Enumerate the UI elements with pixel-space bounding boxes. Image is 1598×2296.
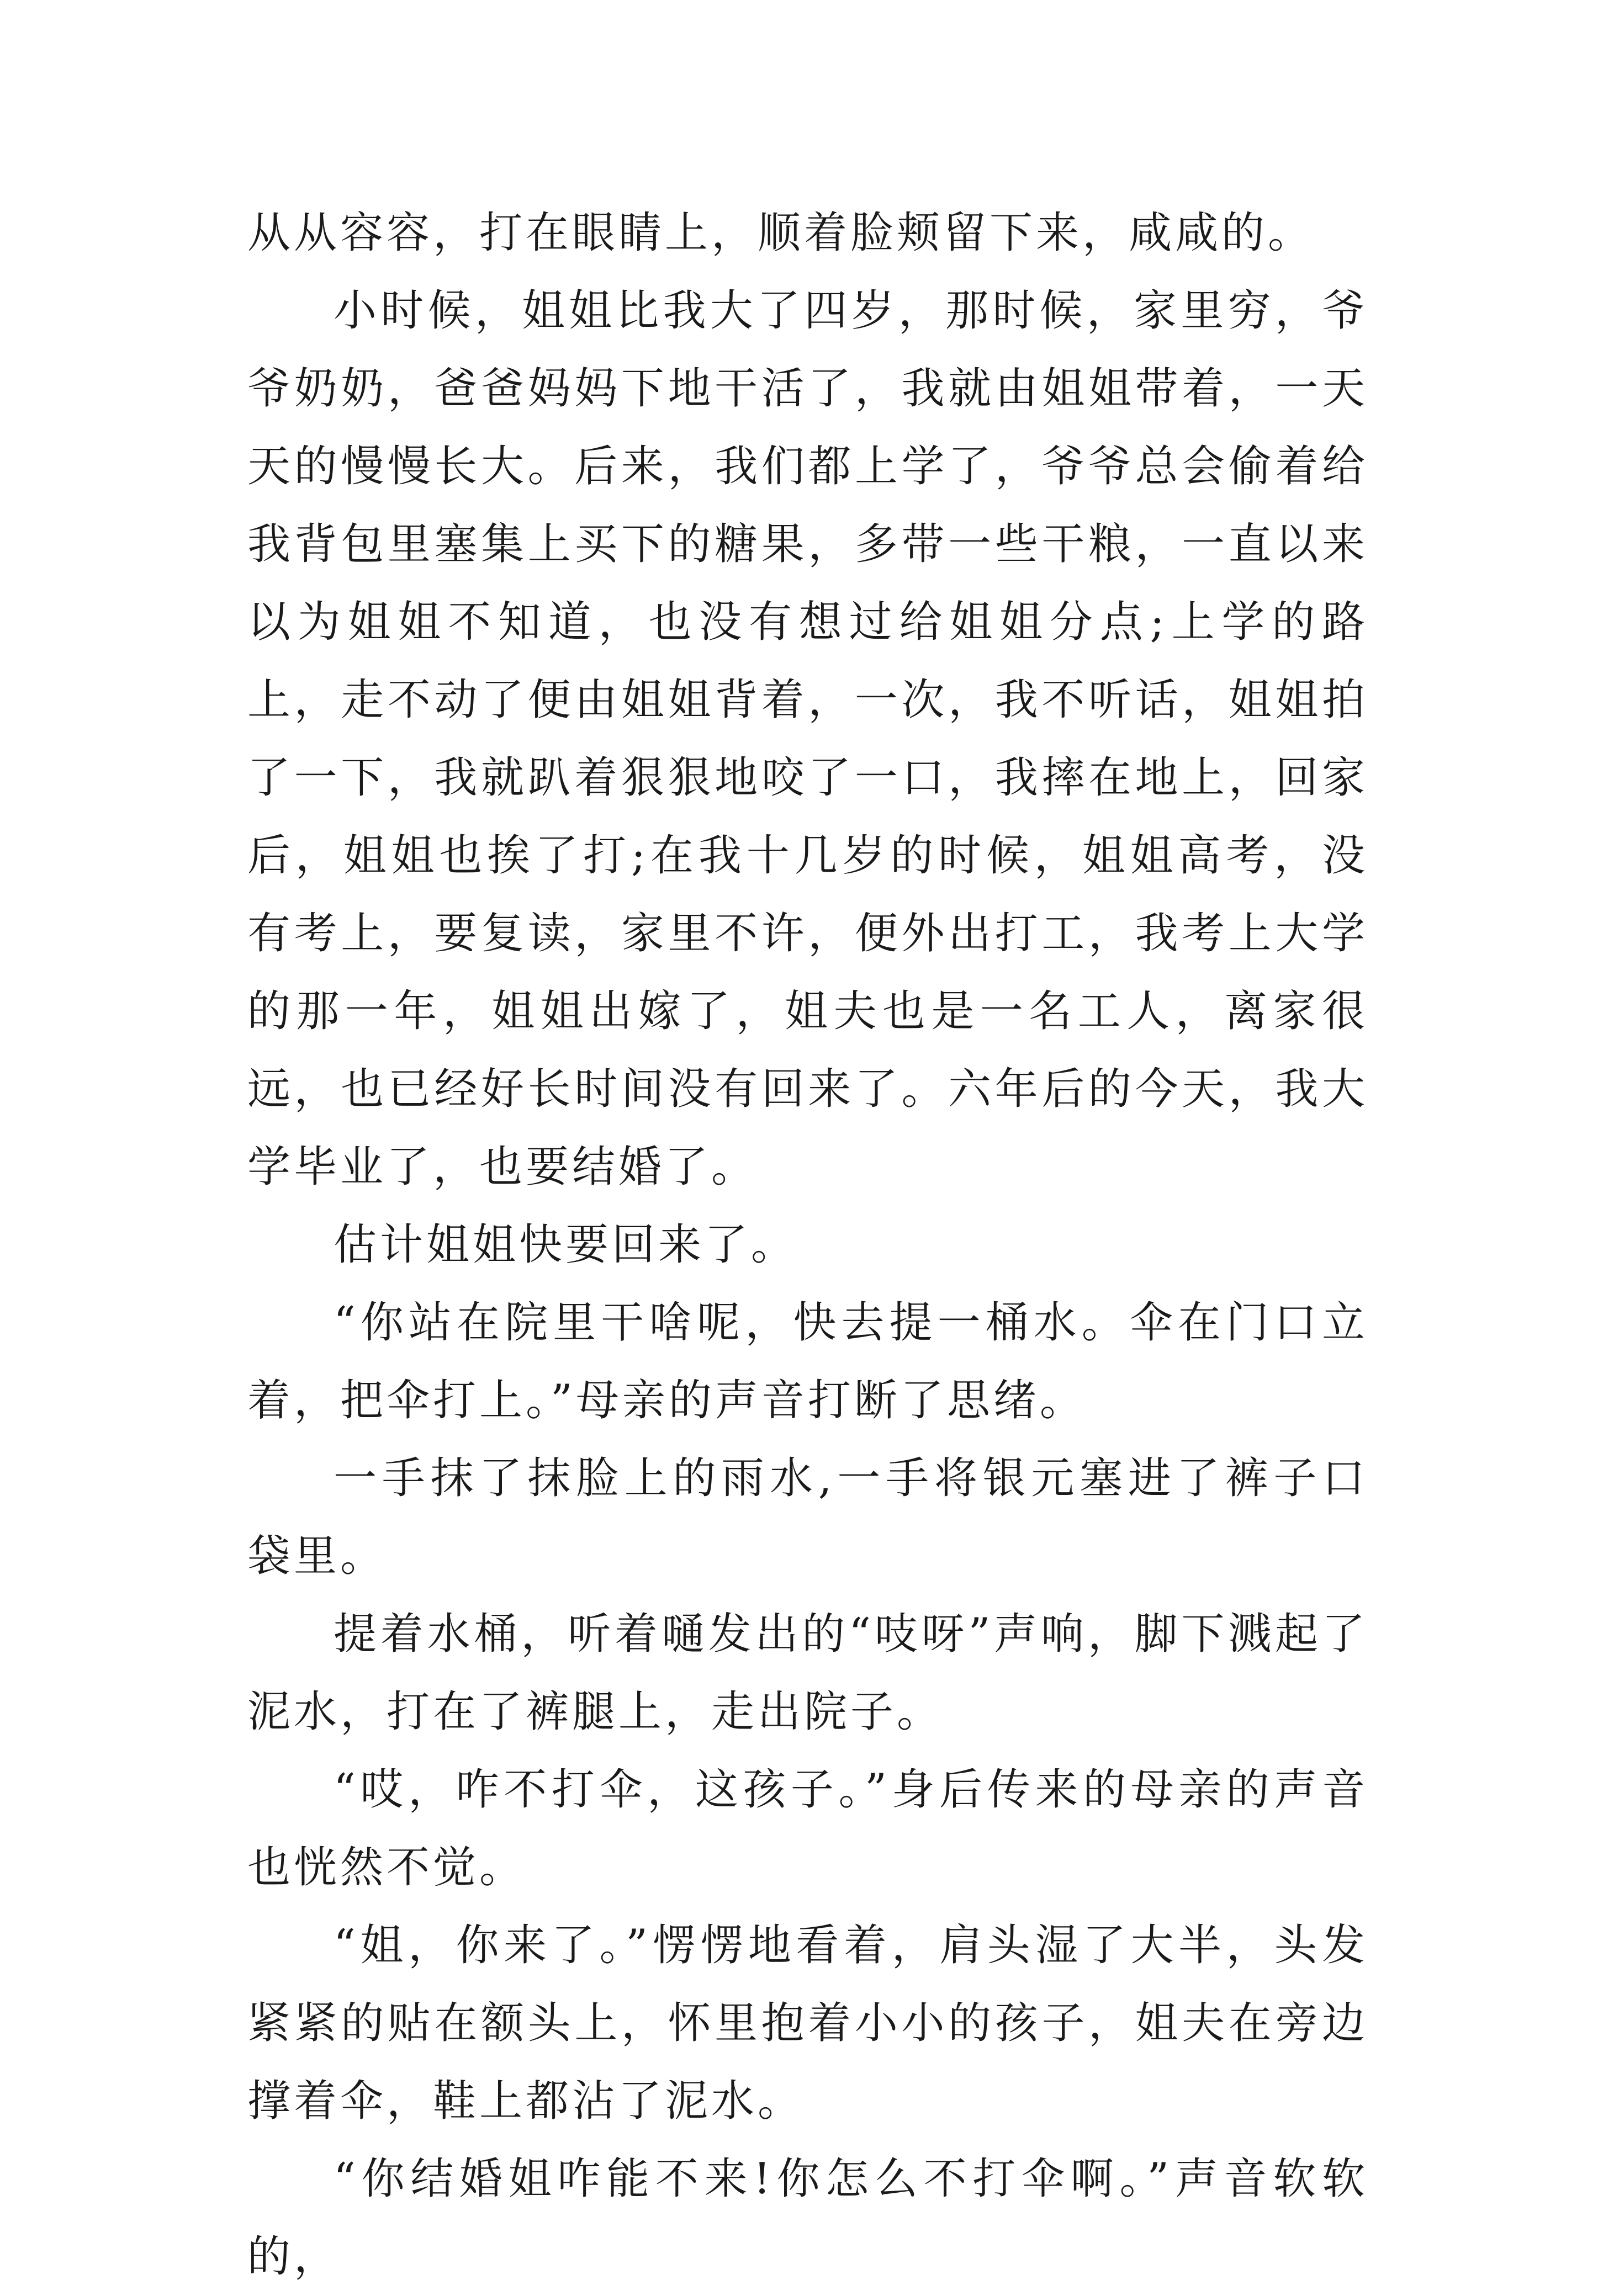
paragraph-1: 从从容容，打在眼睛上，顺着脸颊留下来，咸咸的。 (247, 208, 1315, 258)
paragraph-3: 估计姐姐快要回来了。 (334, 1220, 798, 1270)
paragraph-7: “哎，咋不打伞，这孩子。”身后传来的母亲的声音也恍然不觉。 (247, 1765, 1368, 1892)
document-body (247, 194, 1368, 2296)
paragraph-8: “姐，你来了。”愣愣地看着，肩头湿了大半，头发紧紧的贴在额头上，怀里抱着小小的孩子，姐夫在旁边撑着伞，鞋上都沾了泥水。 (247, 1921, 1368, 2126)
paragraph-4: “你站在院里干啥呢，快去提一桶水。伞在门口立着，把伞打上。”母亲的声音打断了思绪。 (247, 1298, 1368, 1425)
paragraph-6: 提着水桶，听着嗵发出的“吱呀”声响，脚下溅起了泥水，打在了裤腿上，走出院子。 (247, 1609, 1368, 1737)
paragraph-2: 小时候，姐姐比我大了四岁，那时候，家里穷，爷爷奶奶，爸爸妈妈下地干活了，我就由姐姐带着，一天天的慢慢长大。后来，我们都上学了，爷爷总会偷着给我背包里塞集上买下的糖果，多带一些干粮，一直以来以为姐姐不知道，也没有想过给姐姐分点;上学的路上，走不动了便由姐姐背着，一次，我不听话，姐姐拍了一下，我就趴着狠狠地咬了一口，我摔在地上，回家后，姐姐也挨了打;在我十几岁的时候，姐姐高考，没有考上，要复读，家里不许，便外出打工，我考上大学的那一年，姐姐出嫁了，姐夫也是一名工人，离家很远，也已经好长时间没有回来了。六年后的今天，我大学毕业了，也要结婚了。 (247, 286, 1368, 1192)
paragraph-5: 一手抹了抹脸上的雨水,一手将银元塞进了裤子口袋里。 (247, 1454, 1368, 1581)
paragraph-9: “你结婚姐咋能不来!你怎么不打伞啊。”声音软软的， (247, 2154, 1368, 2282)
